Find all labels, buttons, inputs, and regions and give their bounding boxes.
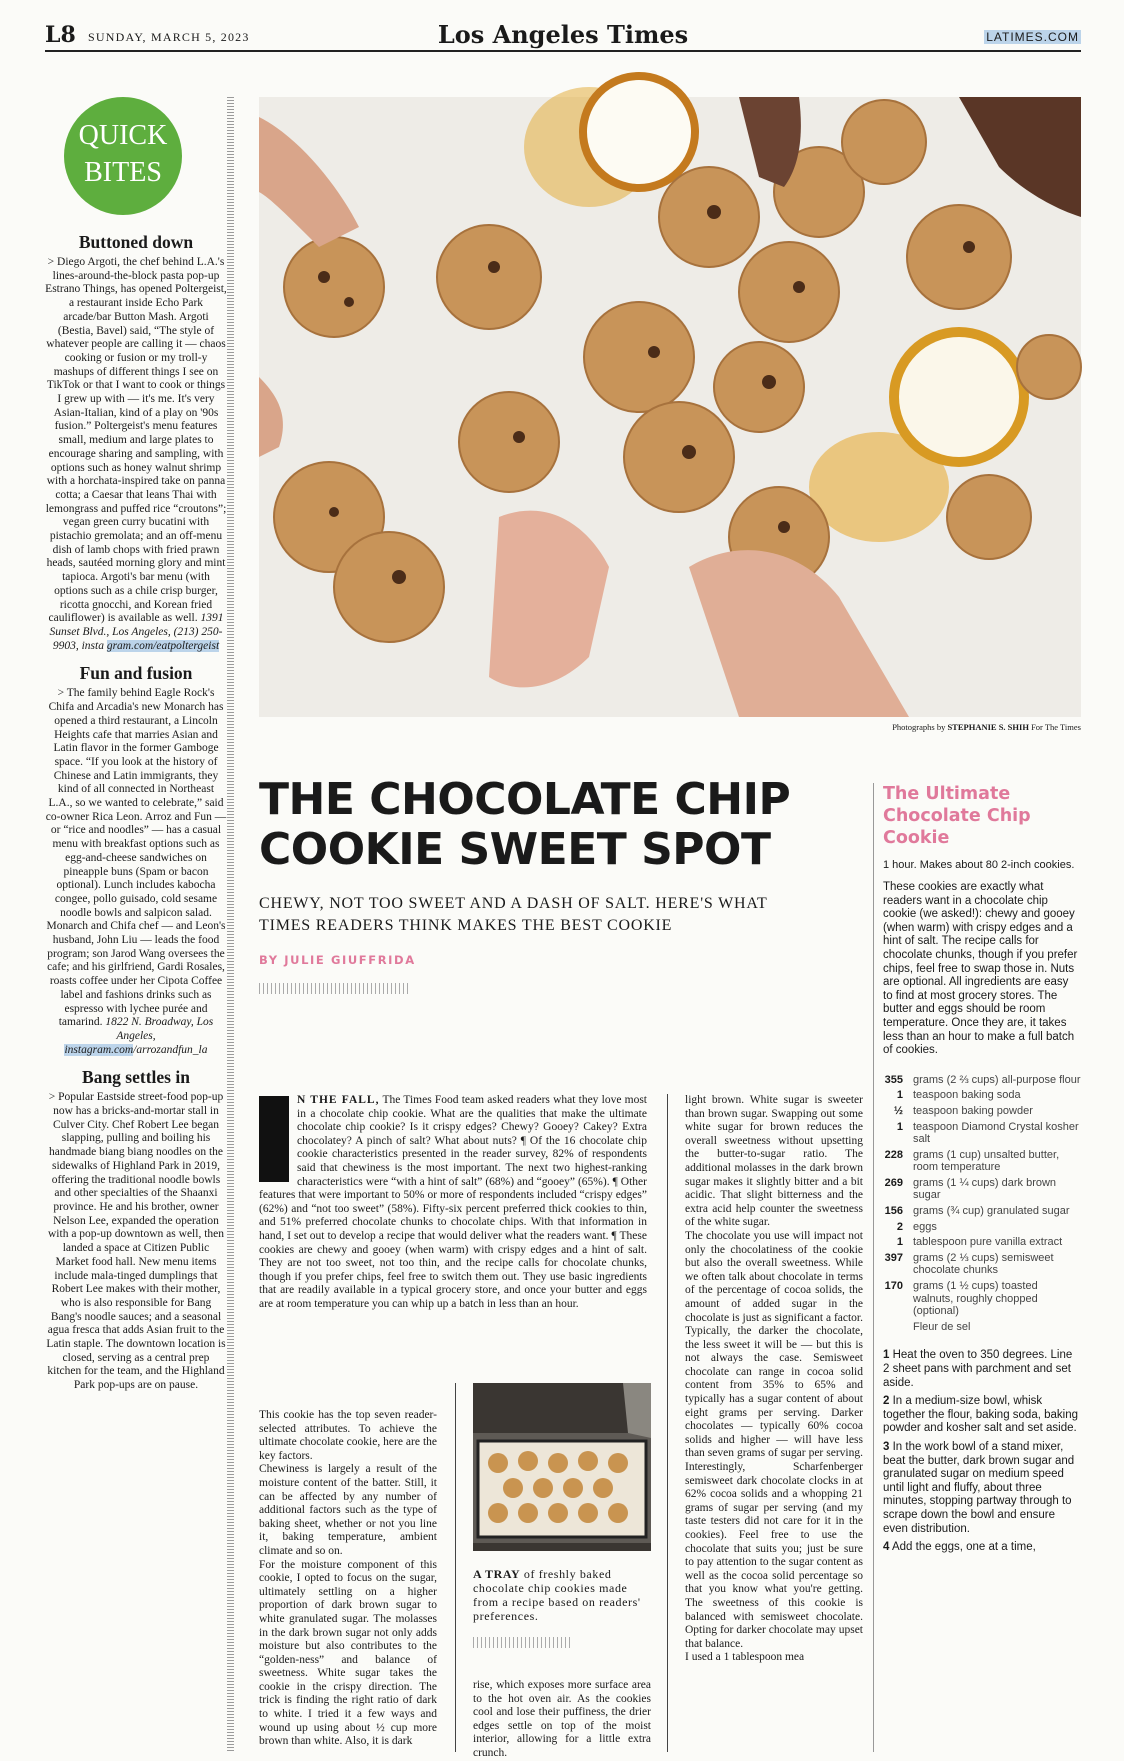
caption-rule (473, 1637, 573, 1648)
photo-caption: A TRAY of freshly baked chocolate chip cookies made from a recipe based on readers' preferences. (473, 1567, 641, 1623)
item-body: > The family behind Eagle Rock's Chifa and Arcadia's new Monarch has opened a third restaurant, a Lincoln Heights cafe that marries Asian and Latin flavor in the former Gamboge space. “If you look at the history of Chinese and Latin immigrants, they kind of all connected in Northeast L.A., so we wanted to celebrate,” said co-owner Rica Leon. Arroz and Fun — or “rice and noodles” — has a casual menu with breakfast options such as egg-and-cheese sandwiches on pineapple buns (Spam or bacon optional). Lunch includes kabocha congee, pollo guisado, cold sesame noodle bowls and salpicon salad. Monarch and Chifa chef — and Leon's husband, John Liu — leads the food program; son Jarod Wang oversees the cafe; and his girlfriend, Gardi Rosales, roasts coffee under her Cipota Coffee label and fashions drinks such as espresso with lychee purée and tamarind. 1822 N. Broadway, Los Angeles, instagram.com/arrozandfun_la (45, 687, 227, 1056)
column-rule (667, 1094, 668, 1752)
caption-caps: A TRAY (473, 1567, 521, 1581)
photographer-name: STEPHANIE S. SHIH (947, 722, 1029, 732)
lead-caps: N THE FALL, (297, 1094, 380, 1106)
body-column-2: rise, which exposes more surface area to the hot oven air. As the cookies cool and lose their puffiness, the drier edges settle on top of the moist interior, allowing for a little extra crunch. (473, 1679, 651, 1759)
badge-line-2: BITES (84, 157, 162, 188)
newspaper-logo: Los Angeles Times (437, 20, 689, 49)
ingredient: 1 tablespoon pure vanilla extract (896, 1236, 1063, 1249)
item-body: > Diego Argoti, the chef behind L.A.'s lines-around-the-block pasta pop-up Estrano Things, has opened Poltergeist, a restaurant inside Echo Park arcade/bar Button Mash. Argoti (Bestia, Bavel) said, “The style of whatever people are calling it — chaos cooking or fusion or my troll-y mashups of different things I see on TikTok or that I want to cook or things I grew up with — it's me. It's very Asian-Italian, kind of a play on '90s fusion.” Poltergeist's menu features small, medium and large plates to encourage sharing and sampling, with options such as honey walnut shrimp with a horchata-inspired take on panna cotta; a Caesar that leans Thai with lemongrass and puffed rice “croutons”; vegan green curry bucatini with pistachio gremolata; and an off-menu dish of lamb chops with fried prawn heads, sautéed morning glory and mint tapioca. Argoti's bar menu (with options such as a chile crisp burger, ricotta gnocchi, and Korean fried cauliflower) is available as well. 1391 Sunset Blvd., Los Angeles, (213) 250-9903, insta gram.com/eatpoltergeist (45, 256, 227, 652)
photo-credit: Photographs by STEPHANIE S. SHIH For The Times (892, 722, 1081, 732)
item-body: > Popular Eastside street-food pop-up now has a bricks-and-mortar stall in Culver City. Chef Robert Lee began slapping, pulling and boiling his handmade biang biang noodles on the sidewalks of Highland Park in 2019, offering the traditional noodle bowls and other specialties of the Shaanxi province. He and his brother, owner Nelson Lee, expanded the operation with a pop-up downtown as well, then landed a space at Citizen Public Market food hall. New menu items include mala-tinged dumplings that Robert Lee makes with their mother, who is also responsible for Bang Bang's noodle sauces; and a seasonal agua fresca that adds Asian fruit to the Latin staple. The downtown location is closed, serving as a central prep kitchen for the team, and the Highland Park pop-ups are on pause. (46, 1091, 226, 1392)
ingredient: 1 teaspoon baking soda (896, 1089, 1021, 1102)
recipe-step: 4 Add the eggs, one at a time, (883, 1541, 1036, 1554)
body-column-3: light brown. White sugar is sweeter than brown sugar. Swapping out some white sugar for brown reduces the overall sweetness without upsetting the butter-to-sugar ratio. The additional molasses in the dark brown sugar makes it slightly bitter and a bit acidic. That slight bitterness and the extra acid help counter the sweetness of the white sugar. The chocolate you use will impact not only the chocolatiness of the cookie but also the overall sweetness. While we often talk about chocolate in terms of the percentage of cocoa solids, the amount of added sugar in the chocolate is just as significant a factor. Typically, the darker the chocolate, the less sweet it will be — but this is not always the case. Semisweet chocolate can range in cocoa solid content from 35% to 65% and typically has a sugar content of about eight grams per serving. Darker chocolates — typically 60% cocoa solids and higher — will have less than seven grams of sugar per serving. Interestingly, Scharfenberger semisweet dark chocolate clocks in at 62% cocoa solids and a whopping 21 grams of sugar per serving (and my taste testers did not care for it in the cookies). Feel free to use the chocolate that suits you; just be sure to pay attention to the sugar content as well as the cocoa solid percentage so that you know what you're getting. The sweetness of this cookie is balanced with semisweet chocolate. Opting for darker chocolate may upset that balance. I used a 1 tablespoon mea (685, 1094, 863, 1664)
column-rule (873, 783, 874, 1752)
hero-photo (259, 97, 1081, 717)
body-column-1: This cookie has the top seven reader-selected attributes. To achieve the ultimate chocolate cookie, here are the key factors. Chewiness is largely a result of the moisture content of the batter. Still, it can be affected by any number of additional factors such as the type of baking sheet, whether or not you line it, baking temperature, ambient climate and so on. For the moisture component of this cookie, I opted to focus on the sugar, ultimately settling on a higher proportion of dark brown sugar to white granulated sugar. The molasses in the dark brown sugar not only adds moisture but also contributes to the “golden-ness” and balance of sweetness. White sugar takes the cookie in the crispy direction. The trick is finding the right ratio of dark to white. I tried it a few ways and wound up using about ½ cup more brown than white. Also, it is dark (259, 1409, 437, 1748)
item-address: 1391 Sunset Blvd., Los Angeles, (213) 250-9903, insta (49, 612, 224, 652)
headline: THE CHOCOLATE CHIP COOKIE SWEET SPOT (259, 774, 791, 875)
poltergeist-link[interactable]: gram.com/eatpoltergeist (106, 639, 220, 652)
item-title: Bang settles in (82, 1067, 190, 1088)
item-title: Buttoned down (78, 232, 194, 252)
ingredient: ½ teaspoon baking powder (893, 1104, 1033, 1117)
website-link[interactable]: LATIMES.COM (986, 30, 1079, 44)
recipe-meta: 1 hour. Makes about 80 2-inch cookies. (883, 859, 1075, 871)
quick-bites-badge (64, 97, 182, 215)
ingredient: 397 grams (2 ⅓ cups) semisweet chocolate chunks (884, 1251, 1054, 1277)
ingredient-list (883, 1074, 1081, 1334)
lead-text: The Times Food team asked readers what they love most in a chocolate chip cookie. What are the qualities that make the ultimate chocolate chip cookie? Is it crispy edges? Chewy? Gooey? Cakey? Extra chocolatey? A pinch of salt? What about nuts? ¶ Of the 16 chocolate chip cookie characteristics presented in the reader survey, 82% of respondents said that chewiness is the most important. The next two highest-ranking characteristics were “with a hint of salt” (68%) and “gooey” (65%). ¶ Other features that were important to 50% or more of respondents included “crispy edges” (62%) and “not too sweet” (58%). Fifty-six percent preferred thick cookies to thin, and 51% preferred chocolate chunks to chocolate chips. With that information in hand, I set out to develop a recipe that would deliver what the readers want. ¶ These cookies are chewy and gooey (when warm) with crispy edges and a hint of salt. They are not too sweet, not too thin, and the recipe calls for chocolate chunks, though if you prefer chips, feel free to switch them out. They use basic ingredients that are readily available in a typical grocery store, and once your butter and eggs are at room temperature you can whip up a batch in less than an hour. (259, 1094, 647, 1310)
recipe-step: 2 In a medium-size bowl, whisk together the flour, baking soda, baking powder and kosher salt and set aside. (883, 1395, 1079, 1435)
ingredient: 269 grams (1 ¼ cups) dark brown sugar (884, 1176, 1057, 1202)
quick-bites-sidebar (45, 228, 227, 1752)
edition-date: SUNDAY, MARCH 5, 2023 (88, 30, 250, 44)
recipe-steps (883, 1349, 1081, 1554)
masthead (45, 20, 1081, 52)
recipe-title: The Ultimate Chocolate Chip Cookie (883, 784, 1031, 848)
ingredient: 2 eggs (896, 1220, 937, 1233)
ingredient: Fleur de sel (913, 1320, 971, 1333)
cookies-illustration (259, 97, 1081, 717)
subheadline: CHEWY, NOT TOO SWEET AND A DASH OF SALT. HERE'S WHAT TIMES READERS THINK MAKES THE BEST COOKIE (259, 895, 768, 934)
item-address: 1822 N. Broadway, Los Angeles, (105, 1016, 214, 1042)
recipe-box (883, 783, 1081, 1560)
ingredient: 156 grams (¾ cup) granulated sugar (884, 1205, 1070, 1218)
tray-photo (473, 1383, 651, 1551)
drop-cap (259, 1096, 289, 1182)
item-title: Fun and fusion (79, 663, 193, 684)
recipe-step: 3 In the work bowl of a stand mixer, beat the butter, dark brown sugar and granulated sugar on medium speed until light and fluffy, about three minutes, stopping partway through to scrape down the bowl and ensure even distribution. (883, 1440, 1075, 1535)
ingredient: 355 grams (2 ⅔ cups) all-purpose flour (884, 1073, 1081, 1086)
column-divider (227, 97, 234, 1752)
tray-illustration (473, 1383, 651, 1551)
badge-line-1: QUICK (78, 120, 168, 151)
instagram-link[interactable]: instagram.com (64, 1043, 134, 1056)
ingredient: 1 teaspoon Diamond Crystal kosher salt (896, 1120, 1079, 1146)
recipe-intro: These cookies are exactly what readers want in a chocolate chip cookie (we asked!): chewy and gooey (when warm) with crispy edges and a hint of salt. The recipe calls for chocolate chunks, though if you prefer chips, feel free to swap those in. Nuts are optional. All ingredients are easy to find at most grocery stores. The butter and eggs should be room temperature. Once they are, it takes less than an hour to make a full batch of cookies. (883, 881, 1078, 1057)
lead-paragraph (259, 1094, 647, 1312)
ingredient: 228 grams (1 cup) unsalted butter, room temperature (884, 1148, 1060, 1174)
page-number: L8 (45, 22, 76, 48)
byline-rule (259, 983, 409, 994)
byline: BY JULIE GIUFFRIDA (259, 953, 416, 967)
instagram-handle: /arrozandfun_la (133, 1043, 208, 1056)
column-rule (455, 1383, 456, 1752)
ingredient: 170 grams (1 ½ cups) toasted walnuts, roughly chopped (optional) (884, 1280, 1038, 1318)
recipe-step: 1 Heat the oven to 350 degrees. Line 2 sheet pans with parchment and set aside. (883, 1349, 1073, 1389)
